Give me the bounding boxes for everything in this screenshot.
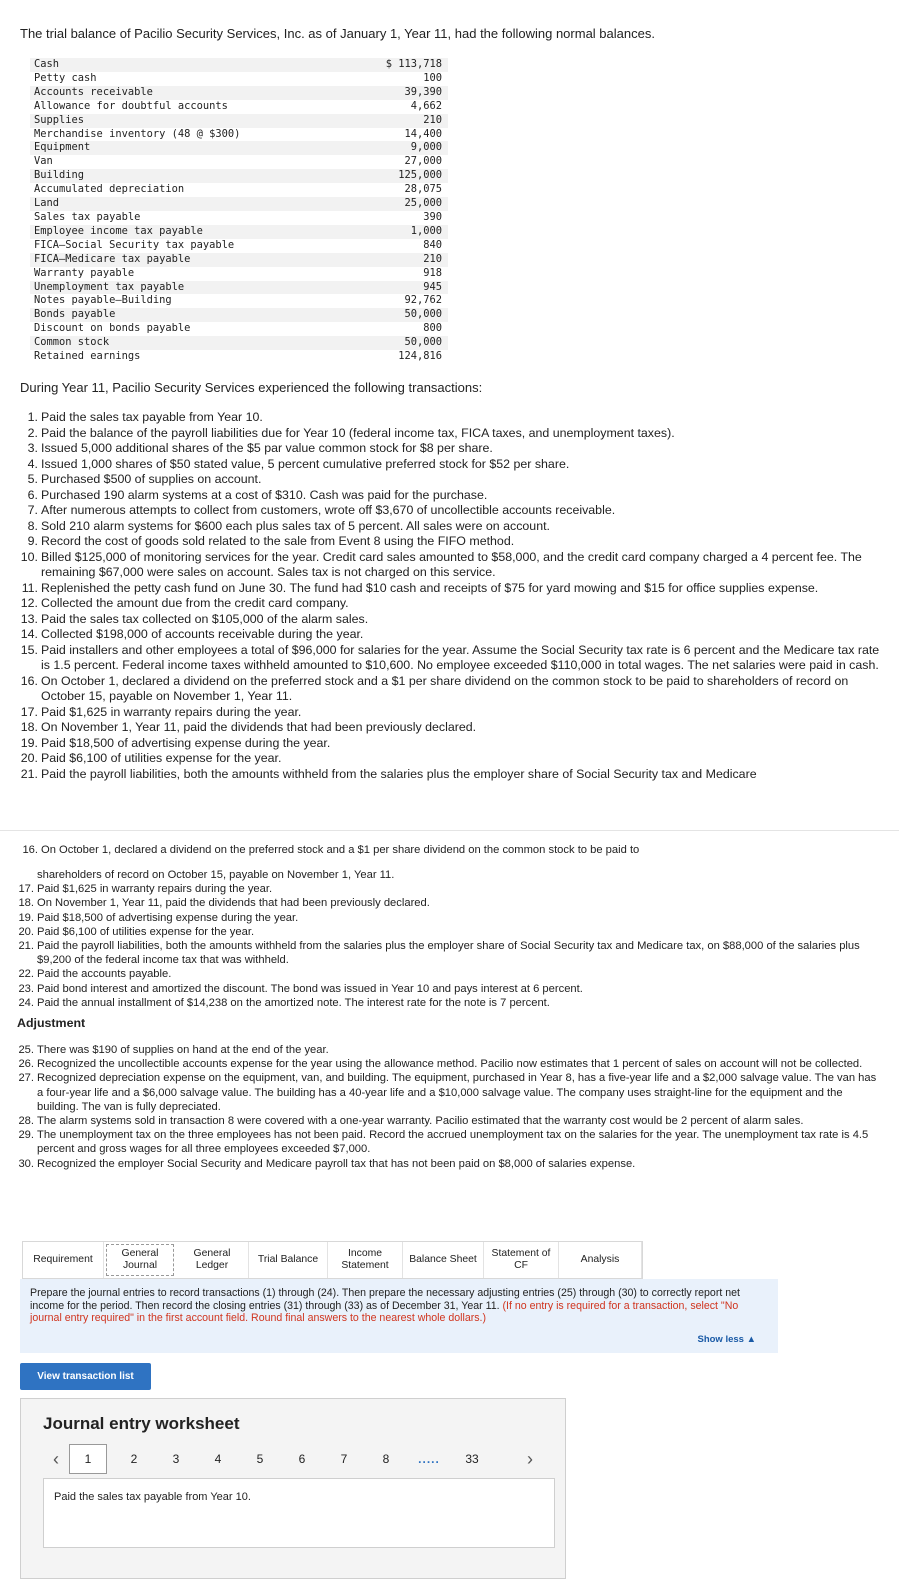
account-name: Warranty payable <box>34 266 135 279</box>
tab-balance-sheet[interactable]: Balance Sheet <box>403 1242 484 1278</box>
item-text: Paid $18,500 of advertising expense during the year. <box>41 735 331 750</box>
item-number: 22. <box>18 968 34 981</box>
tab-general-journal[interactable]: General Journal <box>106 1244 174 1276</box>
next-page-icon[interactable]: › <box>527 1448 533 1469</box>
transaction-item <box>0 550 880 581</box>
item-number: 29. <box>18 1129 34 1142</box>
worksheet-pager <box>43 1443 543 1475</box>
item-number: 5. <box>27 472 38 486</box>
item-number: 12. <box>20 596 38 610</box>
transaction-item <box>0 882 880 896</box>
tab-trial-balance[interactable]: Trial Balance <box>249 1242 328 1278</box>
transactions-intro: During Year 11, Pacilio Security Services experienced the following transactions: <box>20 380 483 395</box>
item-text: The alarm systems sold in transaction 8 were covered with a one-year warranty. Pacilio estimated that the warranty cost would be 2 percent of alarm sales. <box>37 1115 804 1128</box>
scroll-divider <box>0 830 899 831</box>
cut-off-line <box>0 833 899 860</box>
transaction-description: Paid the sales tax payable from Year 10. <box>43 1478 555 1548</box>
transaction-item <box>0 612 880 628</box>
transaction-item <box>0 736 880 752</box>
account-name: Discount on bonds payable <box>34 322 191 335</box>
item-text: Paid $1,625 in warranty repairs during the year. <box>41 704 302 719</box>
account-name: Supplies <box>34 113 85 126</box>
account-name: Cash <box>34 58 60 70</box>
account-name: Merchandise inventory (48 @ $300) <box>34 127 241 140</box>
item-text: Collected $198,000 of accounts receivable during the year. <box>41 627 364 641</box>
account-amount: 50,000 <box>404 308 442 321</box>
transaction-item <box>0 939 880 967</box>
item-number: 18. <box>18 897 34 910</box>
view-transaction-list-button[interactable]: View transaction list <box>20 1363 151 1390</box>
trial-balance-row <box>30 183 448 197</box>
item-text: On October 1, declared a dividend on the preferred stock and a $1 per share dividend on the common stock to be paid to shareholders of record on October 15, payable on November 1, Year 11. <box>41 673 849 703</box>
account-amount: 945 <box>423 280 442 293</box>
item-text: On October 1, declared a dividend on the preferred stock and a $1 per share dividend on the common stock to be paid to <box>41 844 640 856</box>
item-number: 8. <box>27 518 38 533</box>
account-amount: 27,000 <box>404 155 442 168</box>
journal-entry-worksheet <box>20 1398 566 1579</box>
trial-balance-row <box>30 86 448 100</box>
item-text: Paid $18,500 of advertising expense during the year. <box>37 911 299 924</box>
trial-balance-row <box>30 294 448 308</box>
transaction-item <box>0 457 880 473</box>
item-number: 19. <box>20 735 38 750</box>
item-text: Paid $6,100 of utilities expense for the year. <box>37 925 255 938</box>
transaction-item <box>0 503 880 519</box>
tab-analysis[interactable]: Analysis <box>559 1242 642 1278</box>
transaction-item <box>0 996 880 1010</box>
item-number: 11. <box>21 580 38 595</box>
transaction-item <box>0 982 880 996</box>
transaction-item <box>0 426 880 442</box>
item-number: 26. <box>18 1058 34 1071</box>
item-number: 9. <box>27 534 38 548</box>
transaction-item <box>0 720 880 736</box>
account-amount: 124,816 <box>398 350 442 363</box>
account-name: Sales tax payable <box>34 210 141 223</box>
trial-balance-row <box>30 141 448 155</box>
trial-balance-row <box>30 322 448 336</box>
account-amount: 4,662 <box>410 99 442 112</box>
account-name: Building <box>34 169 85 182</box>
instructions-box <box>20 1279 778 1353</box>
item-number: 15. <box>20 642 38 657</box>
transactions-list-bottom <box>0 868 880 1010</box>
transaction-item <box>0 441 880 457</box>
item-text: Paid the accounts payable. <box>37 968 172 981</box>
account-name: Accumulated depreciation <box>34 183 185 196</box>
item-number <box>0 868 37 882</box>
adjustment-item <box>0 1071 880 1114</box>
transaction-item <box>0 410 880 426</box>
item-text: Paid $1,625 in warranty repairs during the year. <box>37 883 273 896</box>
transaction-item <box>0 488 880 504</box>
item-number: 27. <box>18 1072 34 1085</box>
item-number: 6. <box>27 487 38 502</box>
item-number: 25. <box>18 1044 34 1056</box>
page-3[interactable]: 3 <box>172 1452 180 1466</box>
account-amount: 25,000 <box>404 197 442 210</box>
trial-balance-table <box>30 58 448 364</box>
item-text: After numerous attempts to collect from customers, wrote off $3,670 of uncollectible accounts receivable. <box>41 503 616 517</box>
item-text: On November 1, Year 11, paid the dividends that had been previously declared. <box>37 897 430 910</box>
adjustment-item <box>0 1128 880 1156</box>
item-number: 30. <box>18 1157 34 1170</box>
transaction-item <box>0 581 880 597</box>
trial-balance-row <box>30 58 448 72</box>
transaction-item <box>0 643 880 674</box>
item-text: Paid $6,100 of utilities expense for the year. <box>41 751 282 765</box>
transaction-item <box>0 843 880 857</box>
trial-balance-row <box>30 114 448 128</box>
account-amount: 100 <box>423 71 442 84</box>
trial-balance-row <box>30 225 448 239</box>
item-number: 16. <box>20 673 38 688</box>
item-text: Paid the payroll liabilities, both the amounts withheld from the salaries plus the employer share of Social Security tax and Medicare <box>41 766 757 781</box>
trial-balance-row <box>30 72 448 86</box>
item-text: Paid bond interest and amortized the discount. The bond was issued in Year 10 and pays interest at 6 percent. <box>37 982 583 995</box>
item-number: 17. <box>20 704 38 719</box>
transaction-item <box>0 674 880 705</box>
transaction-item <box>0 596 880 612</box>
adjustment-item <box>0 1157 880 1171</box>
account-name: Unemployment tax payable <box>34 280 185 293</box>
item-text: Sold 210 alarm systems for $600 each plus sales tax of 5 percent. All sales were on account. <box>41 518 550 533</box>
trial-balance-row <box>30 197 448 211</box>
account-amount: 210 <box>423 113 442 126</box>
trial-balance-row <box>30 128 448 142</box>
item-number: 18. <box>20 720 38 734</box>
item-text: Collected the amount due from the credit card company. <box>41 596 349 610</box>
trial-balance-row <box>30 100 448 114</box>
page-2[interactable]: 2 <box>130 1452 138 1466</box>
worksheet-title: Journal entry worksheet <box>43 1414 240 1433</box>
account-amount: 39,390 <box>404 85 442 98</box>
item-number: 20. <box>18 925 34 938</box>
account-amount: 390 <box>423 210 442 223</box>
item-number: 24. <box>18 996 34 1009</box>
item-text: Paid the balance of the payroll liabilities due for Year 10 (federal income tax, FICA taxes, and unemployment taxes). <box>41 425 675 440</box>
item-number: 16. <box>22 844 38 856</box>
account-name: Common stock <box>34 336 110 349</box>
pager-ellipsis: ..... <box>418 1452 440 1466</box>
item-text: Purchased $500 of supplies on account. <box>41 472 262 486</box>
transaction-item <box>0 627 880 643</box>
item-text: Recognized the employer Social Security and Medicare payroll tax that has not been paid on $8,000 of salaries expense. <box>37 1157 636 1170</box>
page-4[interactable]: 4 <box>214 1452 222 1466</box>
transaction-item <box>0 868 880 882</box>
item-text: Purchased 190 alarm systems at a cost of $310. Cash was paid for the purchase. <box>41 487 488 502</box>
show-less-link[interactable]: Show less ▲ <box>697 1334 756 1346</box>
account-name: Equipment <box>34 141 91 154</box>
item-text: Paid the payroll liabilities, both the amounts withheld from the salaries plus the employer share of Social Security tax and Medicare tax, on $88,000 of the salaries plus $9,200 of the federal income tax that was withheld. <box>37 940 860 967</box>
trial-balance-row <box>30 308 448 322</box>
item-text: shareholders of record on October 15, payable on November 1, Year 11. <box>37 869 395 881</box>
item-text: Recognized depreciation expense on the equipment, van, and building. The equipment, purchased in Year 8, has a five-year life and a $2,000 salvage value. The van has a four-year life and a $6,000 salvage value. The building has a 40-year life and a $10,000 salvage value. The company uses straight-line for the equipment and the building. The van is fully depreciated. <box>37 1072 877 1113</box>
item-number: 4. <box>27 456 38 471</box>
requirement-tabs <box>22 1241 643 1279</box>
page-8[interactable]: 8 <box>382 1452 390 1466</box>
account-amount: 840 <box>423 238 442 251</box>
adjustment-item <box>0 1043 880 1057</box>
item-number: 20. <box>20 751 38 765</box>
tab-income-statement[interactable]: Income Statement <box>328 1242 403 1278</box>
item-number: 2. <box>27 425 38 440</box>
trial-balance-row <box>30 281 448 295</box>
item-number: 3. <box>27 441 38 455</box>
page-33[interactable]: 33 <box>465 1452 479 1466</box>
item-text: Paid the annual installment of $14,238 on the amortized note. The interest rate for the note is 7 percent. <box>37 996 550 1009</box>
item-number: 7. <box>27 503 38 517</box>
account-name: Retained earnings <box>34 350 141 363</box>
intro-text: The trial balance of Pacilio Security Services, Inc. as of January 1, Year 11, had the following normal balances. <box>20 26 655 41</box>
item-number: 13. <box>20 611 38 626</box>
item-number: 28. <box>18 1115 34 1128</box>
transaction-item <box>0 767 880 783</box>
account-amount: 92,762 <box>404 294 442 307</box>
trial-balance-row <box>30 239 448 253</box>
transactions-list-top <box>0 410 880 782</box>
item-text: Billed $125,000 of monitoring services for the year. Credit card sales amounted to $58,000, and the credit card company charged a 4 percent fee. The remaining $67,000 were sales on account. Sales tax is not charged on this service. <box>41 549 862 579</box>
account-name: Allowance for doubtful accounts <box>34 99 228 112</box>
account-amount: 28,075 <box>404 183 442 196</box>
account-amount: $ 113,718 <box>385 58 442 70</box>
item-text: Paid the sales tax payable from Year 10. <box>41 410 263 424</box>
trial-balance-row <box>30 253 448 267</box>
tab-requirement[interactable]: Requirement <box>23 1242 104 1278</box>
account-amount: 210 <box>423 252 442 265</box>
transaction-item <box>0 534 880 550</box>
account-amount: 800 <box>423 322 442 335</box>
transaction-item <box>0 911 880 925</box>
item-text: Issued 5,000 additional shares of the $5 par value common stock for $8 per share. <box>41 441 493 455</box>
account-amount: 1,000 <box>410 224 442 237</box>
account-name: Bonds payable <box>34 308 116 321</box>
item-number: 17. <box>18 883 34 896</box>
instructions-note: (If no entry is required for a transaction, select "No journal entry required" in the first account field. Round final answers to the nearest whole dollars.) <box>30 1299 739 1325</box>
tab-general-ledger[interactable]: General Ledger <box>176 1242 249 1278</box>
page-7[interactable]: 7 <box>340 1452 348 1466</box>
transaction-item <box>0 925 880 939</box>
trial-balance-row <box>30 169 448 183</box>
page-5[interactable]: 5 <box>256 1452 264 1466</box>
account-name: FICA—Social Security tax payable <box>34 238 235 251</box>
item-number: 21. <box>18 940 34 953</box>
transaction-item <box>0 751 880 767</box>
item-text: The unemployment tax on the three employees has not been paid. Record the accrued unemployment tax on the salaries for the year. The unemployment tax rate is 4.5 percent and gross wages for all three employees exceeded $7,000. <box>37 1129 869 1156</box>
trial-balance-row <box>30 155 448 169</box>
account-name: Employee income tax payable <box>34 224 203 237</box>
page-6[interactable]: 6 <box>298 1452 306 1466</box>
item-number: 10. <box>20 549 38 564</box>
item-number: 21. <box>20 766 38 781</box>
trial-balance-row <box>30 350 448 364</box>
account-name: Van <box>34 155 53 168</box>
trial-balance-row <box>30 267 448 281</box>
account-name: Notes payable—Building <box>34 294 172 307</box>
transaction-item <box>0 967 880 981</box>
transaction-item <box>0 519 880 535</box>
adjustment-item <box>0 1114 880 1128</box>
transaction-item <box>0 472 880 488</box>
tab-statement-of-cf[interactable]: Statement of CF <box>484 1242 559 1278</box>
item-number: 19. <box>18 911 34 924</box>
account-name: Land <box>34 197 60 210</box>
adjustments-list <box>0 1043 880 1171</box>
item-number: 23. <box>18 982 34 995</box>
item-text: Replenished the petty cash fund on June 30. The fund had $10 cash and receipts of $75 for yard mowing and $15 for office supplies expense. <box>41 580 819 595</box>
instructions-text: Prepare the journal entries to record transactions (1) through (24). Then prepare the necessary adjusting entries (25) through (30) to correctly report net income for the period. Then record the closing entries (31) through (33) as of December 31, Year 11. <box>30 1287 740 1312</box>
page-1[interactable]: 1 <box>69 1444 107 1474</box>
account-amount: 9,000 <box>410 141 442 154</box>
account-amount: 50,000 <box>404 336 442 349</box>
item-text: Recognized the uncollectible accounts expense for the year using the allowance method. Pacilio now estimates that 1 percent of sales on account will not be collected. <box>37 1058 863 1071</box>
item-text: On November 1, Year 11, paid the dividends that had been previously declared. <box>41 720 477 734</box>
item-number: 1. <box>27 410 38 424</box>
trial-balance-row <box>30 211 448 225</box>
account-amount: 918 <box>423 266 442 279</box>
account-amount: 14,400 <box>404 127 442 140</box>
account-name: Accounts receivable <box>34 85 153 98</box>
item-text: Issued 1,000 shares of $50 stated value, 5 percent cumulative preferred stock for $52 per share. <box>41 456 570 471</box>
item-text: Record the cost of goods sold related to the sale from Event 8 using the FIFO method. <box>41 534 515 548</box>
item-text: Paid the sales tax collected on $105,000 of the alarm sales. <box>41 611 369 626</box>
item-number: 14. <box>20 627 38 641</box>
item-text: Paid installers and other employees a total of $96,000 for salaries for the year. Assume the Social Security tax rate is 6 percent and the Medicare tax rate is 1.5 percent. Federal income taxes withheld amounted to $10,600. No employee exceeded $110,000 in total wages. The net salaries were paid in cash. <box>41 642 880 672</box>
prev-page-icon[interactable]: ‹ <box>53 1448 59 1469</box>
transaction-item <box>0 896 880 910</box>
adjustment-item <box>0 1057 880 1071</box>
transaction-item <box>0 705 880 721</box>
account-name: Petty cash <box>34 71 97 84</box>
trial-balance-row <box>30 336 448 350</box>
item-text: There was $190 of supplies on hand at the end of the year. <box>37 1044 329 1056</box>
account-name: FICA—Medicare tax payable <box>34 252 191 265</box>
adjustment-heading: Adjustment <box>17 1016 86 1030</box>
account-amount: 125,000 <box>398 169 442 182</box>
